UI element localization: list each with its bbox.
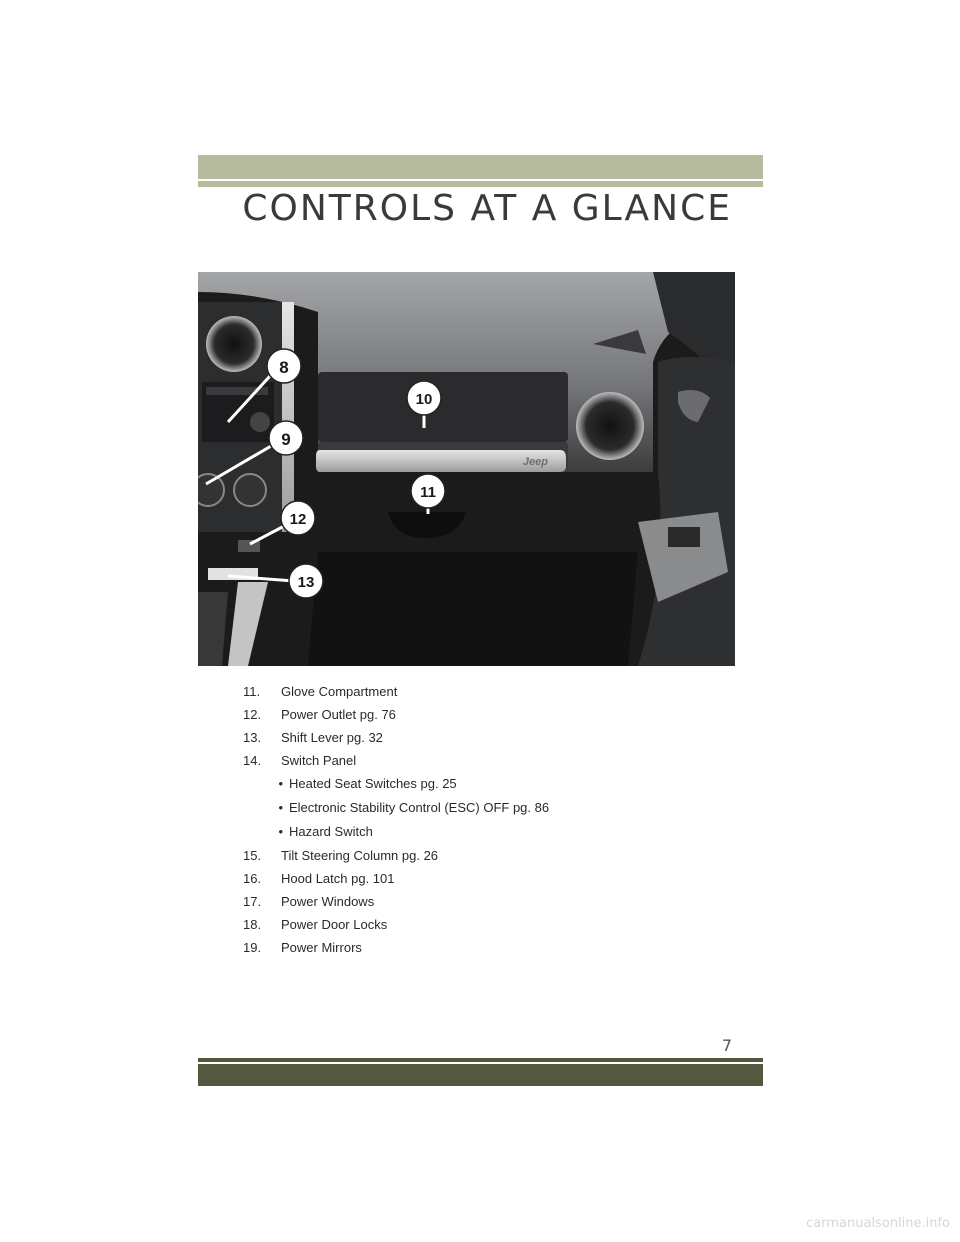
list-item <box>243 936 723 959</box>
page-title: CONTROLS AT A GLANCE <box>242 188 732 229</box>
watermark: carmanualsonline.info <box>806 1216 950 1231</box>
bullet-icon: • <box>278 800 283 815</box>
svg-text:11: 11 <box>420 484 436 501</box>
callout-12 <box>281 501 315 535</box>
item-text: Power Windows <box>281 894 375 909</box>
dashboard-photo <box>198 272 735 666</box>
callout-9 <box>269 421 303 455</box>
svg-text:13: 13 <box>297 574 315 591</box>
item-text: Power Outlet pg. 76 <box>281 707 396 722</box>
callout-8 <box>267 349 301 383</box>
item-text: Shift Lever pg. 32 <box>281 730 383 745</box>
item-text: Heated Seat Switches pg. 25 <box>289 776 457 791</box>
callout-11 <box>411 474 445 508</box>
item-number: 17. <box>243 894 262 909</box>
sub-list-item <box>243 772 723 796</box>
item-text: Glove Compartment <box>281 684 398 699</box>
sub-list-item <box>243 796 723 820</box>
item-number: 18. <box>243 917 262 932</box>
list-item <box>243 890 723 913</box>
list-item <box>243 726 723 749</box>
item-number: 14. <box>243 753 262 768</box>
item-number: 19. <box>243 940 262 955</box>
item-text: Electronic Stability Control (ESC) OFF pg. 86 <box>289 800 550 815</box>
svg-text:12: 12 <box>289 511 307 528</box>
svg-text:9: 9 <box>281 430 291 449</box>
list-item <box>243 913 723 936</box>
item-number: 13. <box>243 730 262 745</box>
item-text: Power Door Locks <box>281 917 388 932</box>
svg-text:10: 10 <box>415 391 433 408</box>
sub-list-item <box>243 820 723 844</box>
item-number: 11. <box>243 684 261 699</box>
header-band-thick <box>198 155 763 179</box>
list-item <box>243 867 723 890</box>
list-item <box>243 749 723 772</box>
item-number: 16. <box>243 871 262 886</box>
list-item <box>243 844 723 867</box>
bullet-icon: • <box>278 824 283 839</box>
item-text: Hood Latch pg. 101 <box>281 871 395 886</box>
page-number: 7 <box>721 1036 732 1055</box>
controls-list <box>243 680 723 959</box>
item-text: Hazard Switch <box>289 824 373 839</box>
list-item <box>243 680 723 703</box>
list-item <box>243 703 723 726</box>
footer-band-thick <box>198 1064 763 1086</box>
jeep-badge: Jeep <box>522 456 548 468</box>
svg-text:8: 8 <box>279 358 289 377</box>
item-number: 12. <box>243 707 262 722</box>
item-text: Tilt Steering Column pg. 26 <box>281 848 439 863</box>
item-number: 15. <box>243 848 262 863</box>
callout-13 <box>289 564 323 598</box>
callout-10 <box>407 381 441 415</box>
header-band-thin <box>198 181 763 187</box>
item-text: Power Mirrors <box>281 940 362 955</box>
footer-band-thin <box>198 1058 763 1062</box>
bullet-icon: • <box>278 776 283 791</box>
item-text: Switch Panel <box>281 753 357 768</box>
